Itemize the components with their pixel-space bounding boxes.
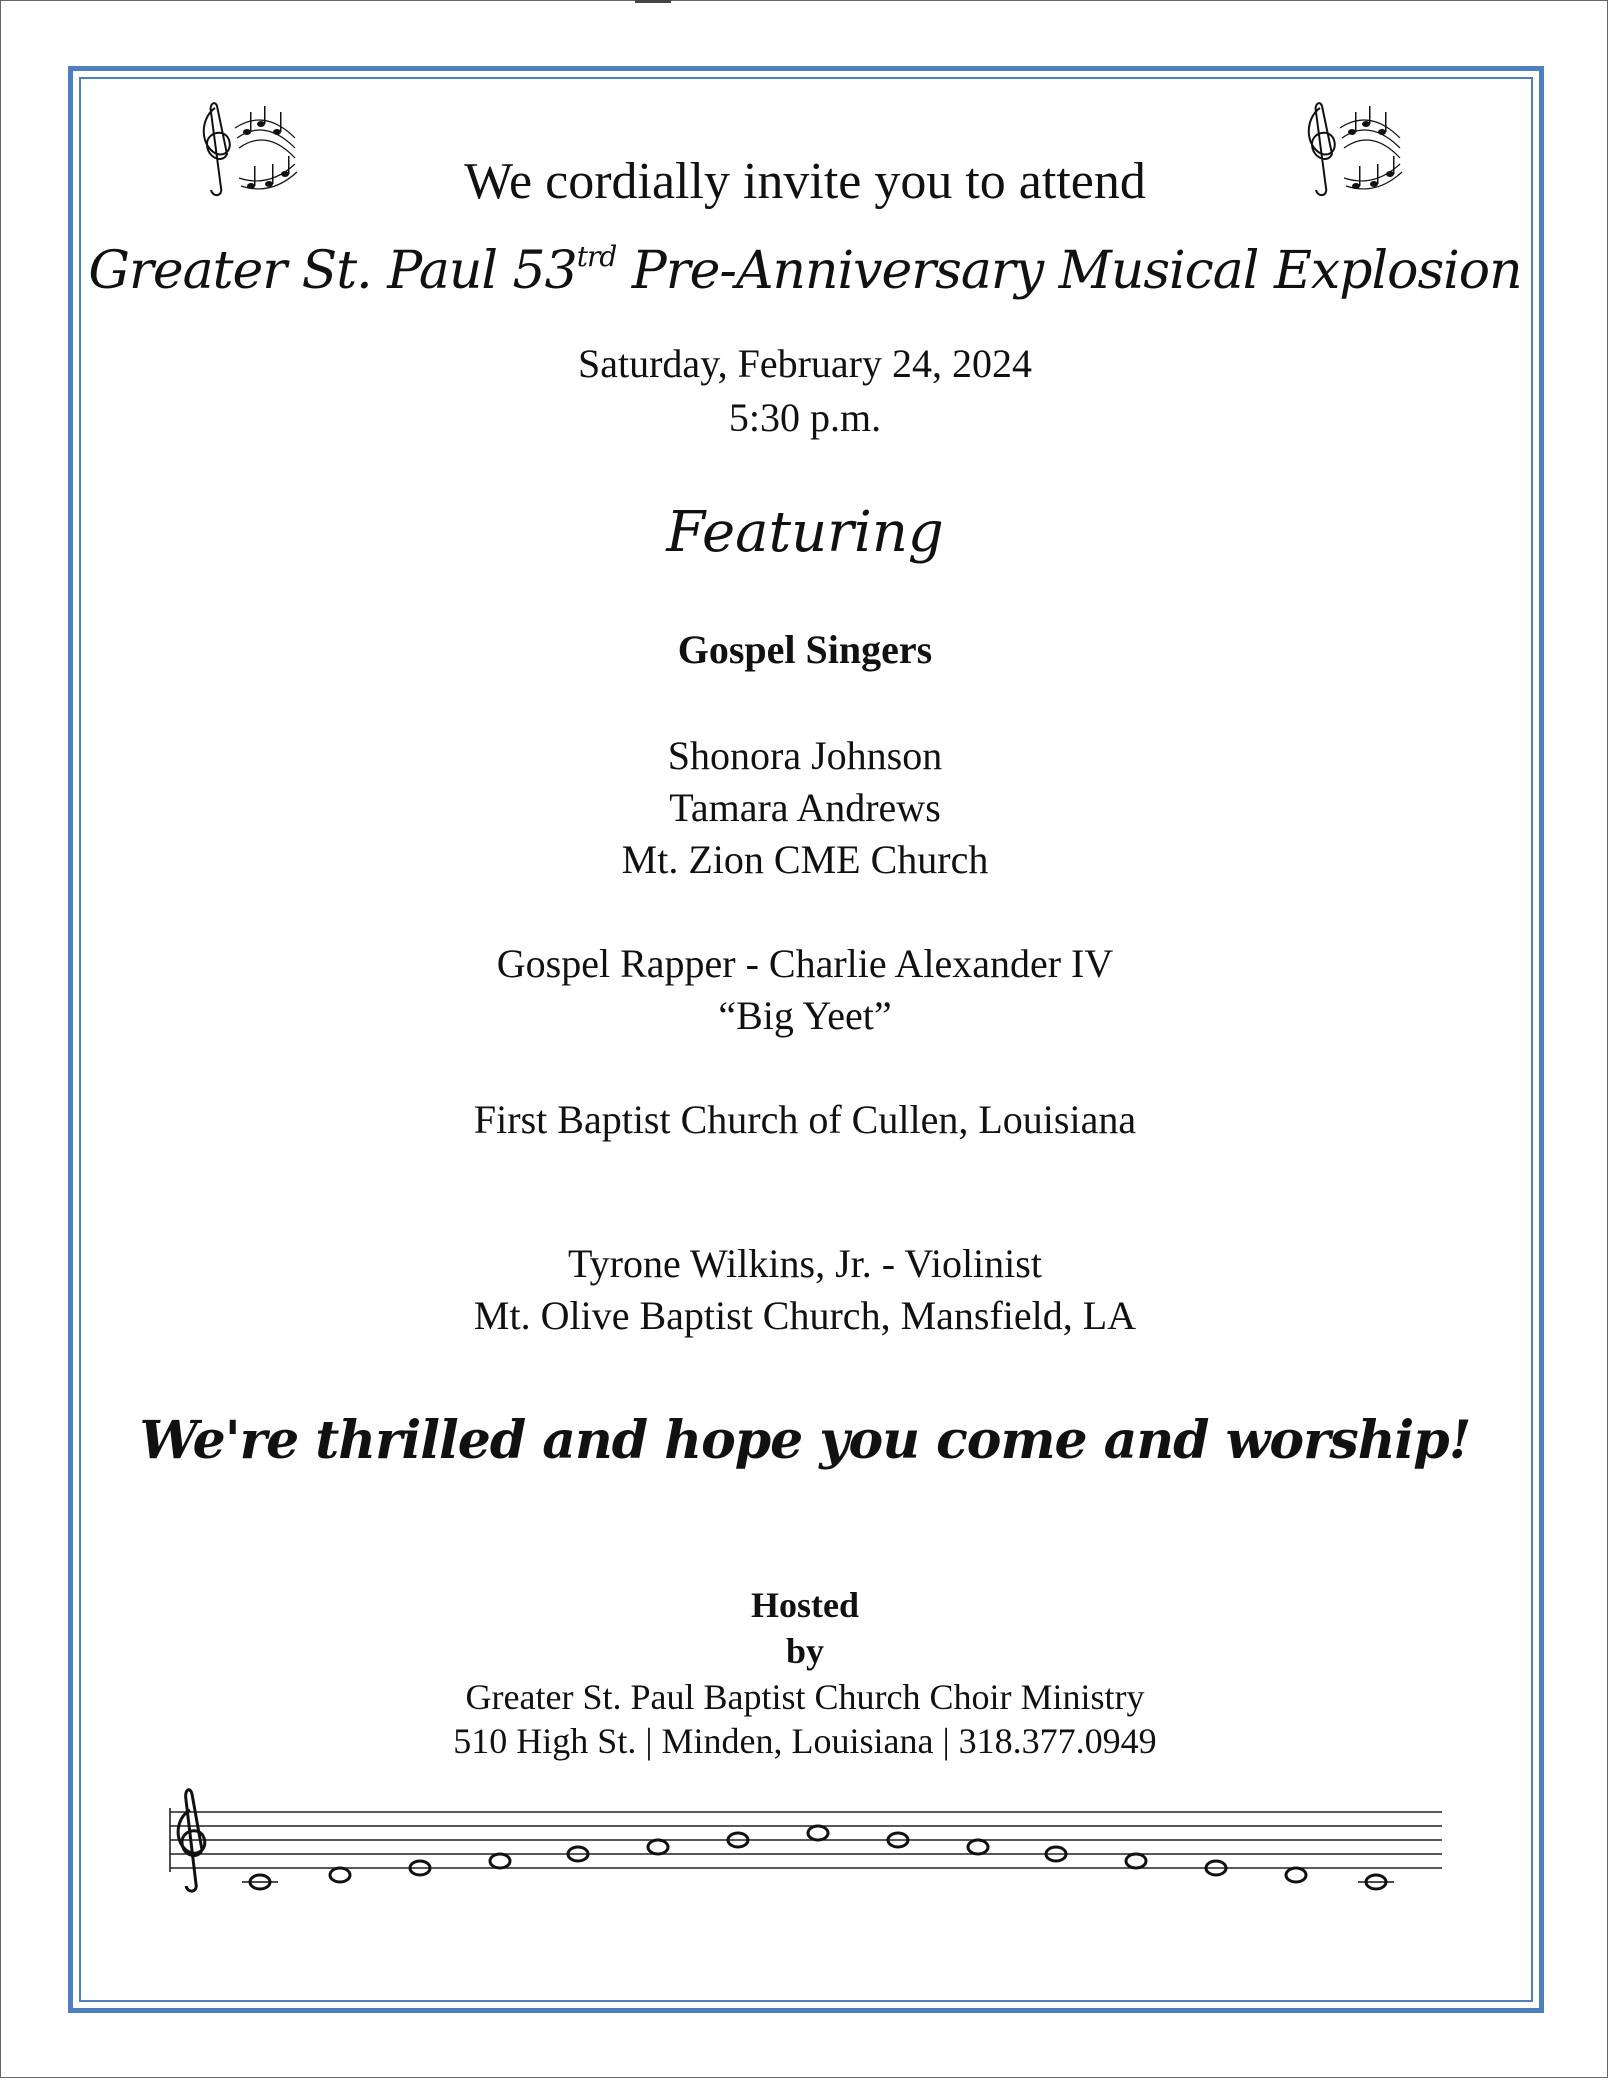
- closing-message: We're thrilled and hope you come and worship!: [139, 1410, 1471, 1471]
- music-staff-scale-icon: [160, 1780, 1450, 1900]
- by-label: by: [785, 1631, 825, 1671]
- event-title-suffix: Pre-Anniversary Musical Explosion: [616, 241, 1522, 301]
- event-title: [0, 240, 1610, 301]
- top-mark: [635, 0, 671, 3]
- event-title-superscript: trd: [576, 240, 617, 273]
- event-title-prefix: Greater St. Paul 53: [88, 241, 577, 301]
- lineup-item: Mt. Zion CME Church: [621, 837, 989, 882]
- lineup-item: Gospel Rapper - Charlie Alexander IV: [496, 941, 1114, 986]
- lineup-item: Tyrone Wilkins, Jr. - Violinist: [568, 1241, 1042, 1286]
- event-date: Saturday, February 24, 2024: [578, 341, 1032, 386]
- host-organization: Greater St. Paul Baptist Church Choir Ministry: [465, 1677, 1145, 1717]
- lineup-item: Tamara Andrews: [669, 785, 941, 830]
- featuring-label: Featuring: [666, 500, 944, 565]
- event-time: 5:30 p.m.: [728, 395, 882, 440]
- lineup-item: Mt. Olive Baptist Church, Mansfield, LA: [473, 1293, 1137, 1338]
- host-address: 510 High St. | Minden, Louisiana | 318.377.0949: [453, 1721, 1157, 1761]
- lineup-item: “Big Yeet”: [718, 993, 892, 1038]
- lineup-item: First Baptist Church of Cullen, Louisiana: [473, 1097, 1137, 1142]
- invitation-intro: We cordially invite you to attend: [464, 153, 1146, 210]
- lineup-item: Shonora Johnson: [667, 733, 943, 778]
- hosted-label: Hosted: [751, 1585, 859, 1625]
- gospel-singers-heading: Gospel Singers: [677, 627, 933, 672]
